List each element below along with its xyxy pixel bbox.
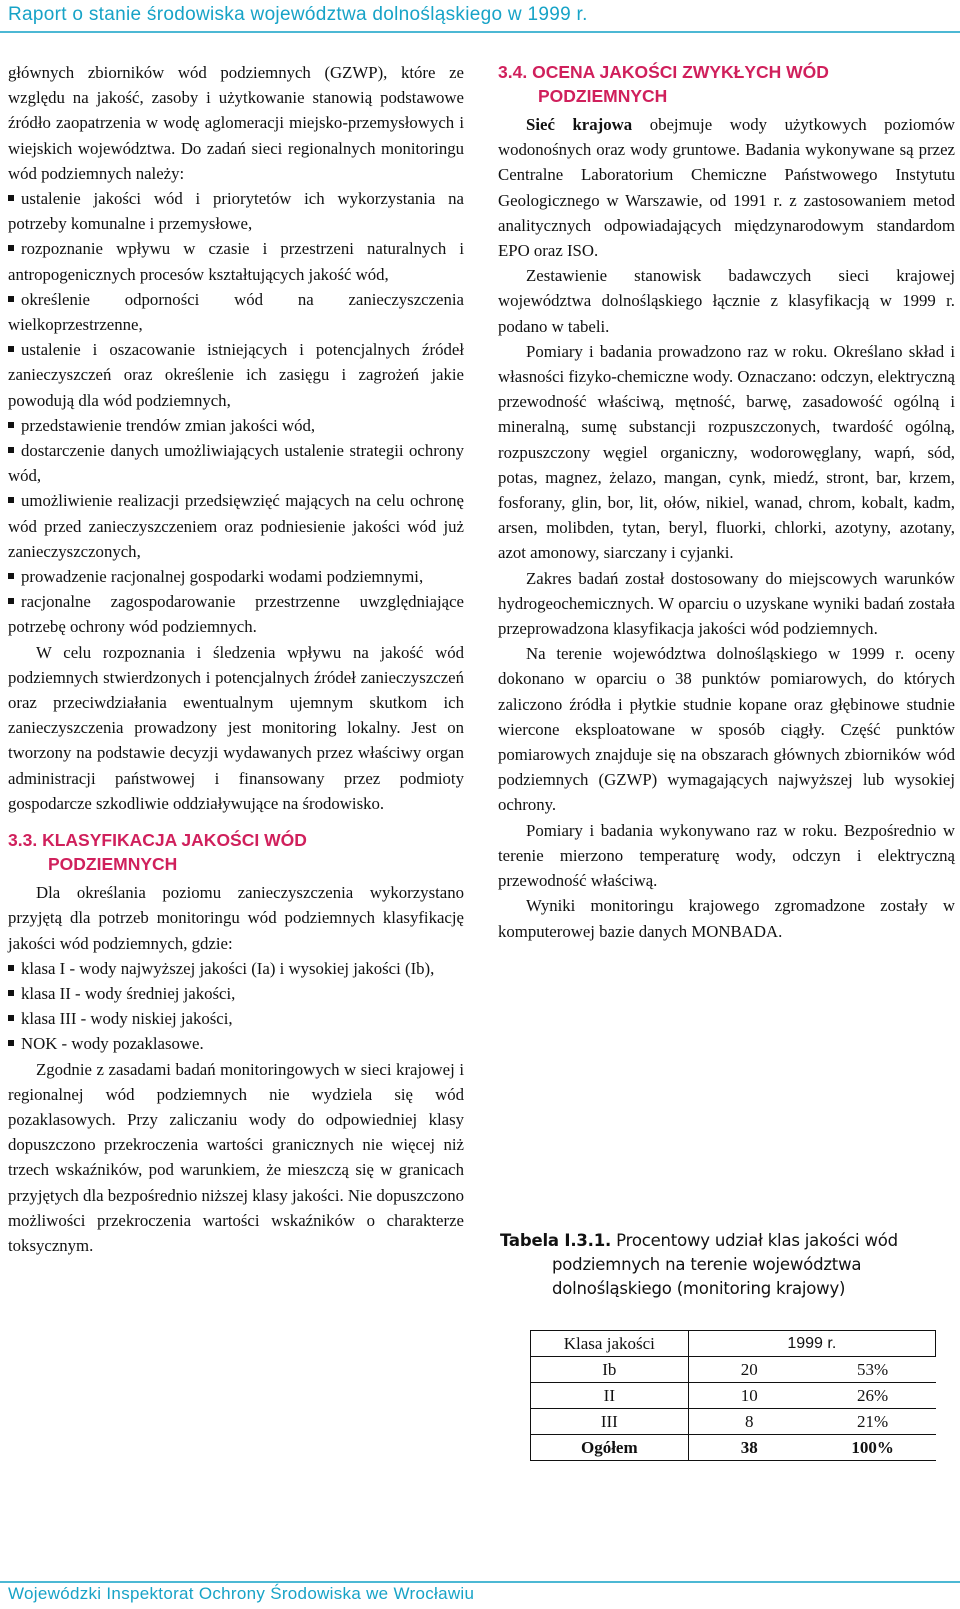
national-network-paragraph — [498, 112, 955, 263]
section-title-line2: PODZIEMNYCH — [48, 854, 178, 875]
left-column — [8, 60, 464, 1258]
class-item: klasa II - wody średniej jakości, — [8, 981, 464, 1006]
quality-class-table — [530, 1330, 936, 1461]
column-header-year: 1999 r. — [688, 1331, 935, 1357]
cell-count: 10 — [688, 1383, 810, 1409]
section-3-3-heading — [8, 828, 464, 876]
table-row — [531, 1357, 936, 1383]
measurements-paragraph: Pomiary i badania prowadzono raz w roku. Określano skład i własności fizyko-chemiczne wody. Oznaczano: odczyn, elektryczną przewodność właściwą, mętność, barwę, zasadowość ogólną i mineralną, sumę substancji rozpuszczonych, twardość ogólną, rozpuszczony węgiel organiczny, wodorowęglany, wapń, sód, potas, magnez, żelazo, mangan, cynk, miedź, stront, bar, krzem, fosforany, glin, bor, lit, ołów, nikiel, wanad, chrom, kobalt, kadm, arsen, molibden, tytan, beryl, fluorki, chlorki, azotyny, azotany, azot amonowy, siarczany i cyjanki. — [498, 341, 955, 563]
task-item: ustalenie i oszacowanie istniejących i potencjalnych źródeł zanieczyszczeń oraz określenie ich zasięgu i zagrożeń jakie powodują dla wód podziemnych, — [8, 337, 464, 413]
task-item: określenie odporności wód na zanieczyszczenia wielkoprzestrzenne, — [8, 287, 464, 337]
table-caption-line1: Procentowy udział klas jakości wód — [611, 1231, 898, 1250]
footer-rule — [0, 1581, 960, 1583]
task-item: prowadzenie racjonalnej gospodarki wodami podziemnymi, — [8, 564, 464, 589]
column-header-class: Klasa jakości — [531, 1331, 689, 1357]
section-number: 3.3. — [8, 830, 38, 851]
cell-percent: 21% — [810, 1409, 936, 1435]
cell-class: III — [531, 1409, 689, 1435]
task-item: dostarczenie danych umożliwiających ustalenie strategii ochrony wód, — [8, 438, 464, 488]
national-network-text: obejmuje wody użytkowych poziomów wodonośnych oraz wody gruntowe. Badania wykonywane są przez Centralne Laboratorium Chemiczne Państwowego Instytutu Geologicznego w Warszawie, od 1991 r. z zastosowaniem metod analitycznych odpowiadających międzynarodowym standardom EPO oraz ISO. — [498, 115, 955, 261]
stations-paragraph: Zestawienie stanowisk badawczych sieci krajowej województwa dolnośląskiego łącznie z klasyfikacją w 1999 r. podano w tabeli. — [498, 266, 955, 336]
table-total-row — [531, 1435, 936, 1461]
table-caption-label: Tabela I.3.1. — [500, 1231, 612, 1250]
class-item: klasa I - wody najwyższej jakości (Ia) i wysokiej jakości (Ib), — [8, 956, 464, 981]
national-network-term: Sieć krajowa — [526, 115, 633, 134]
table-caption-line3: dolnośląskiego (monitoring krajowy) — [552, 1279, 846, 1298]
class-item: klasa III - wody niskiej jakości, — [8, 1006, 464, 1031]
cell-total-percent: 100% — [810, 1435, 936, 1461]
table-caption — [500, 1229, 930, 1301]
cell-class: II — [531, 1383, 689, 1409]
cell-total-label: Ogółem — [531, 1435, 689, 1461]
task-item: umożliwienie realizacji przedsięwzięć mających na celu ochronę wód przed zanieczyszczeniem oraz podniesienie jakości wód już zanieczyszczonych, — [8, 488, 464, 564]
cell-count: 8 — [688, 1409, 810, 1435]
task-item: rozpoznanie wpływu w czasie i przestrzeni naturalnych i antropogenicznych procesów kształtujących jakość wód, — [8, 236, 464, 286]
section-number: 3.4. — [498, 62, 528, 82]
section-title-line1: KLASYFIKACJA JAKOŚCI WÓD — [42, 830, 307, 851]
task-item: racjonalne zagospodarowanie przestrzenne uwzględniające potrzebę ochrony wód podziemnych. — [8, 589, 464, 639]
right-column — [498, 60, 955, 944]
classification-intro: Dla określania poziomu zanieczyszczenia wykorzystano przyjętą dla potrzeb monitoringu wód podziemnych klasyfikację jakości wód podziemnych, gdzie: — [8, 883, 464, 953]
task-item: przedstawienie trendów zmian jakości wód, — [8, 413, 464, 438]
field-measurements-paragraph: Pomiary i badania wykonywano raz w roku. Bezpośrednio w terenie mierzono temperaturę wody, odczyn i elektryczną przewodność właściwą. — [498, 820, 955, 891]
task-item: ustalenie jakości wód i priorytetów ich wykorzystania na potrzeby komunalne i przemysłowe, — [8, 186, 464, 236]
intro-paragraph: głównych zbiorników wód podziemnych (GZWP), które ze względu na jakość, zasoby i użytkowanie stanowią podstawowe źródło zaopatrzenia w wodę aglomeracji miejsko-przemysłowych i wiejskich województwa. Do zadań sieci regionalnych monitoringu wód podziemnych należy: — [8, 63, 464, 183]
scope-paragraph: Zakres badań został dostosowany do miejscowych warunków hydrogeochemicznych. W oparciu o uzyskane wyniki badań została przeprowadzona klasyfikacja jakości wód podziemnych. — [498, 568, 955, 639]
header-rule — [0, 31, 960, 33]
page-footer: Wojewódzki Inspektorat Ochrony Środowiska we Wrocławiu — [8, 1584, 475, 1603]
table-caption-line2: podziemnych na terenie województwa — [552, 1255, 862, 1274]
cell-class: Ib — [531, 1357, 689, 1383]
classification-outro: Zgodnie z zasadami badań monitoringowych w sieci krajowej i regionalnej wód podziemnych nie wydziela się wód pozaklasowych. Przy zaliczaniu wody do odpowiedniej klasy dopuszczono przekroczenia wartości granicznych nie więcej niż trzech wskaźników, pod warunkiem, że mieszczą się w granicach przyjętych dla bezpośrednio niższej klasy jakości. Nie dopuszczono możliwości przekroczenia wartości wskaźników o charakterze toksycznym. — [8, 1059, 464, 1255]
table-row — [531, 1409, 936, 1435]
assessment-paragraph: Na terenie województwa dolnośląskiego w 1999 r. oceny dokonano w oparciu o 38 punktów pomiarowych, do których zaliczono źródła i płytkie studnie kopane oraz głębinowe studnie wiercone eksploatowane w sposób ciągły. Część punktów pomiarowych znajduje się na obszarach głównych zbiorników wód podziemnych (GZWP) wymagających najwyższej lub wysokiej ochrony. — [498, 644, 955, 815]
cell-percent: 53% — [810, 1357, 936, 1383]
cell-count: 20 — [688, 1357, 810, 1383]
section-title-line2: PODZIEMNYCH — [538, 86, 668, 106]
section-3-4-heading — [498, 60, 955, 108]
cell-percent: 26% — [810, 1383, 936, 1409]
section-title-line1: OCENA JAKOŚCI ZWYKŁYCH WÓD — [532, 62, 829, 82]
table-row — [531, 1383, 936, 1409]
cell-total-count: 38 — [688, 1435, 810, 1461]
local-monitoring-paragraph: W celu rozpoznania i śledzenia wpływu na jakość wód podziemnych stwierdzonych i potencjalnych źródeł zanieczyszczeń oraz przeciwdziałania ewentualnym ujemnym skutkom ich zanieczyszczenia prowadzony jest monitoring lokalny. Jest on tworzony na podstawie decyzji wydawanych przez właściwy organ administracji państwowej i finansowany przez podmioty gospodarcze szkodliwie oddziaływujące na środowisko. — [8, 642, 464, 813]
class-item: NOK - wody pozaklasowe. — [8, 1031, 464, 1056]
table-header-row — [531, 1331, 936, 1357]
page-header: Raport o stanie środowiska województwa dolnośląskiego w 1999 r. — [8, 4, 588, 25]
database-paragraph: Wyniki monitoringu krajowego zgromadzone zostały w komputerowej bazie danych MONBADA. — [498, 896, 955, 941]
